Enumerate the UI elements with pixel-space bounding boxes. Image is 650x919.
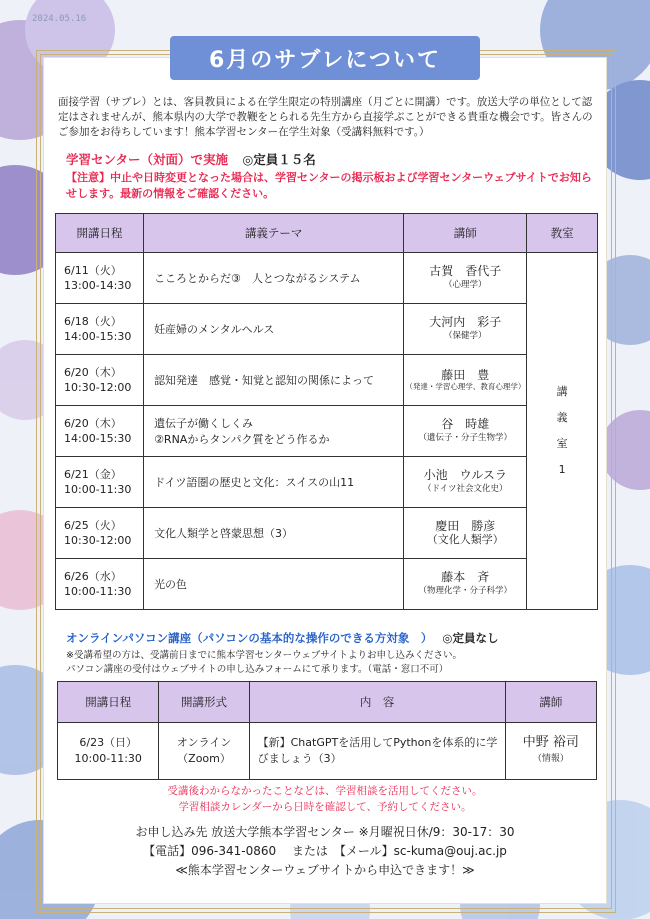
header-room: 教室 <box>527 214 598 253</box>
online-table <box>57 681 597 780</box>
row-lecturer: 大河内 彩子 （保健学） <box>404 304 527 355</box>
consult-note-1: 受講後わからなかったことなどは、学習相談を活用してください。 <box>167 785 483 797</box>
apply-info: お申し込み先 放送大学熊本学習センター ※月曜祝日休/9：30-17：30 <box>135 825 515 839</box>
header-lecturer: 講師 <box>505 682 596 723</box>
notice-text: 【注意】中止や日時変更となった場合は、学習センターの掲示板および学習センターウェブサイトでお知らせします。最新の情報をご確認ください。 <box>66 171 592 200</box>
row-lecturer: 藤田 豊 （発達・学習心理学、教育心理学） <box>404 355 527 406</box>
table-row <box>58 723 597 780</box>
title-banner <box>170 36 480 80</box>
table-row <box>56 304 598 355</box>
onsite-capacity: ◎定員１５名 <box>242 152 316 167</box>
online-title: オンラインパソコン講座（パソコンの基本的な操作のできる方対象 ） <box>66 631 433 645</box>
row-theme: 妊産婦のメンタルヘルス <box>144 304 404 355</box>
lecture-table-header <box>56 214 598 253</box>
row-format: オンライン （Zoom） <box>159 723 249 780</box>
row-date: 6/23（日） 10:00-11:30 <box>58 723 159 780</box>
row-date: 6/20（木） 10:30-12:00 <box>56 355 144 406</box>
row-date: 6/20（木） 14:00-15:30 <box>56 406 144 457</box>
contact-info: 【電話】096-341-0860 または 【メール】sc-kuma@ouj.ac.jp <box>143 844 507 858</box>
table-row <box>56 253 598 304</box>
row-theme: こころとからだ③ 人とつながるシステム <box>144 253 404 304</box>
page-title: 6月のサブレについて <box>209 47 441 73</box>
room-cell: 講 義 室 1 <box>527 253 598 610</box>
row-lecturer: 谷 時雄 （遺伝子・分子生物学） <box>404 406 527 457</box>
online-heading <box>66 630 498 646</box>
table-row <box>56 406 598 457</box>
onsite-heading <box>66 150 316 168</box>
header-lecturer: 講師 <box>404 214 527 253</box>
header-theme: 講義テーマ <box>144 214 404 253</box>
intro-text: 面接学習（サブレ）とは、客員教員による在学生限定の特別講座（月ごとに開講）です。放送大学の単位として認定はされませんが、熊本県内の大学で教鞭をとられる先生方から直接学ぶことができる貴重な機会です。皆さんのご参加をお待ちしています！熊本学習センター在学生対象（受講料無料です。） <box>58 96 593 138</box>
online-note <box>66 649 601 677</box>
lecture-table <box>55 213 598 610</box>
header-date: 開講日程 <box>56 214 144 253</box>
row-content: 【新】ChatGPTを活用してPythonを体系的に学びましょう（3） <box>249 723 505 780</box>
row-lecturer: 小池 ウルスラ （ドイツ社会文化史） <box>404 457 527 508</box>
online-table-header <box>58 682 597 723</box>
row-date: 6/18（火） 14:00-15:30 <box>56 304 144 355</box>
row-theme: 文化人類学と啓蒙思想（3） <box>144 508 404 559</box>
online-note-line-1: ※受講希望の方は、受講前日までに熊本学習センターウェブサイトよりお申し込みください。 <box>66 650 463 661</box>
web-apply-note: ≪熊本学習センターウェブサイトから申込できます！≫ <box>175 863 475 877</box>
row-lecturer: 藤本 斉 （物理化学・分子科学） <box>404 559 527 610</box>
row-date: 6/21（金） 10:00-11:30 <box>56 457 144 508</box>
online-capacity: ◎定員なし <box>442 631 499 645</box>
row-theme: 遺伝子が働くしくみ ②RNAからタンパク質をどう作るか <box>144 406 404 457</box>
row-lecturer: 古賀 香代子 （心理学） <box>404 253 527 304</box>
onsite-label: 学習センター（対面）で実施 <box>66 152 229 167</box>
date-stamp: 2024.05.16 <box>32 14 87 24</box>
row-date: 6/25（火） 10:30-12:00 <box>56 508 144 559</box>
header-content: 内 容 <box>249 682 505 723</box>
table-row <box>56 559 598 610</box>
row-theme: 認知発達 感覚・知覚と認知の関係によって <box>144 355 404 406</box>
row-date: 6/11（火） 13:00-14:30 <box>56 253 144 304</box>
header-date: 開講日程 <box>58 682 159 723</box>
row-theme: ドイツ語圏の歴史と文化：スイスの山11 <box>144 457 404 508</box>
row-date: 6/26（水） 10:00-11:30 <box>56 559 144 610</box>
header-format: 開講形式 <box>159 682 249 723</box>
table-row <box>56 355 598 406</box>
table-row <box>56 457 598 508</box>
row-lecturer: 慶田 勝彦 （文化人類学） <box>404 508 527 559</box>
consult-note-2: 学習相談カレンダーから日時を確認して、予約してください。 <box>178 801 472 813</box>
online-note-line-2: パソコン講座の受付はウェブサイトの申し込みフォームにて承ります。（電話・窓口不可） <box>66 664 449 675</box>
row-theme: 光の色 <box>144 559 404 610</box>
row-lecturer: 中野 裕司 （情報） <box>505 723 596 780</box>
table-row <box>56 508 598 559</box>
